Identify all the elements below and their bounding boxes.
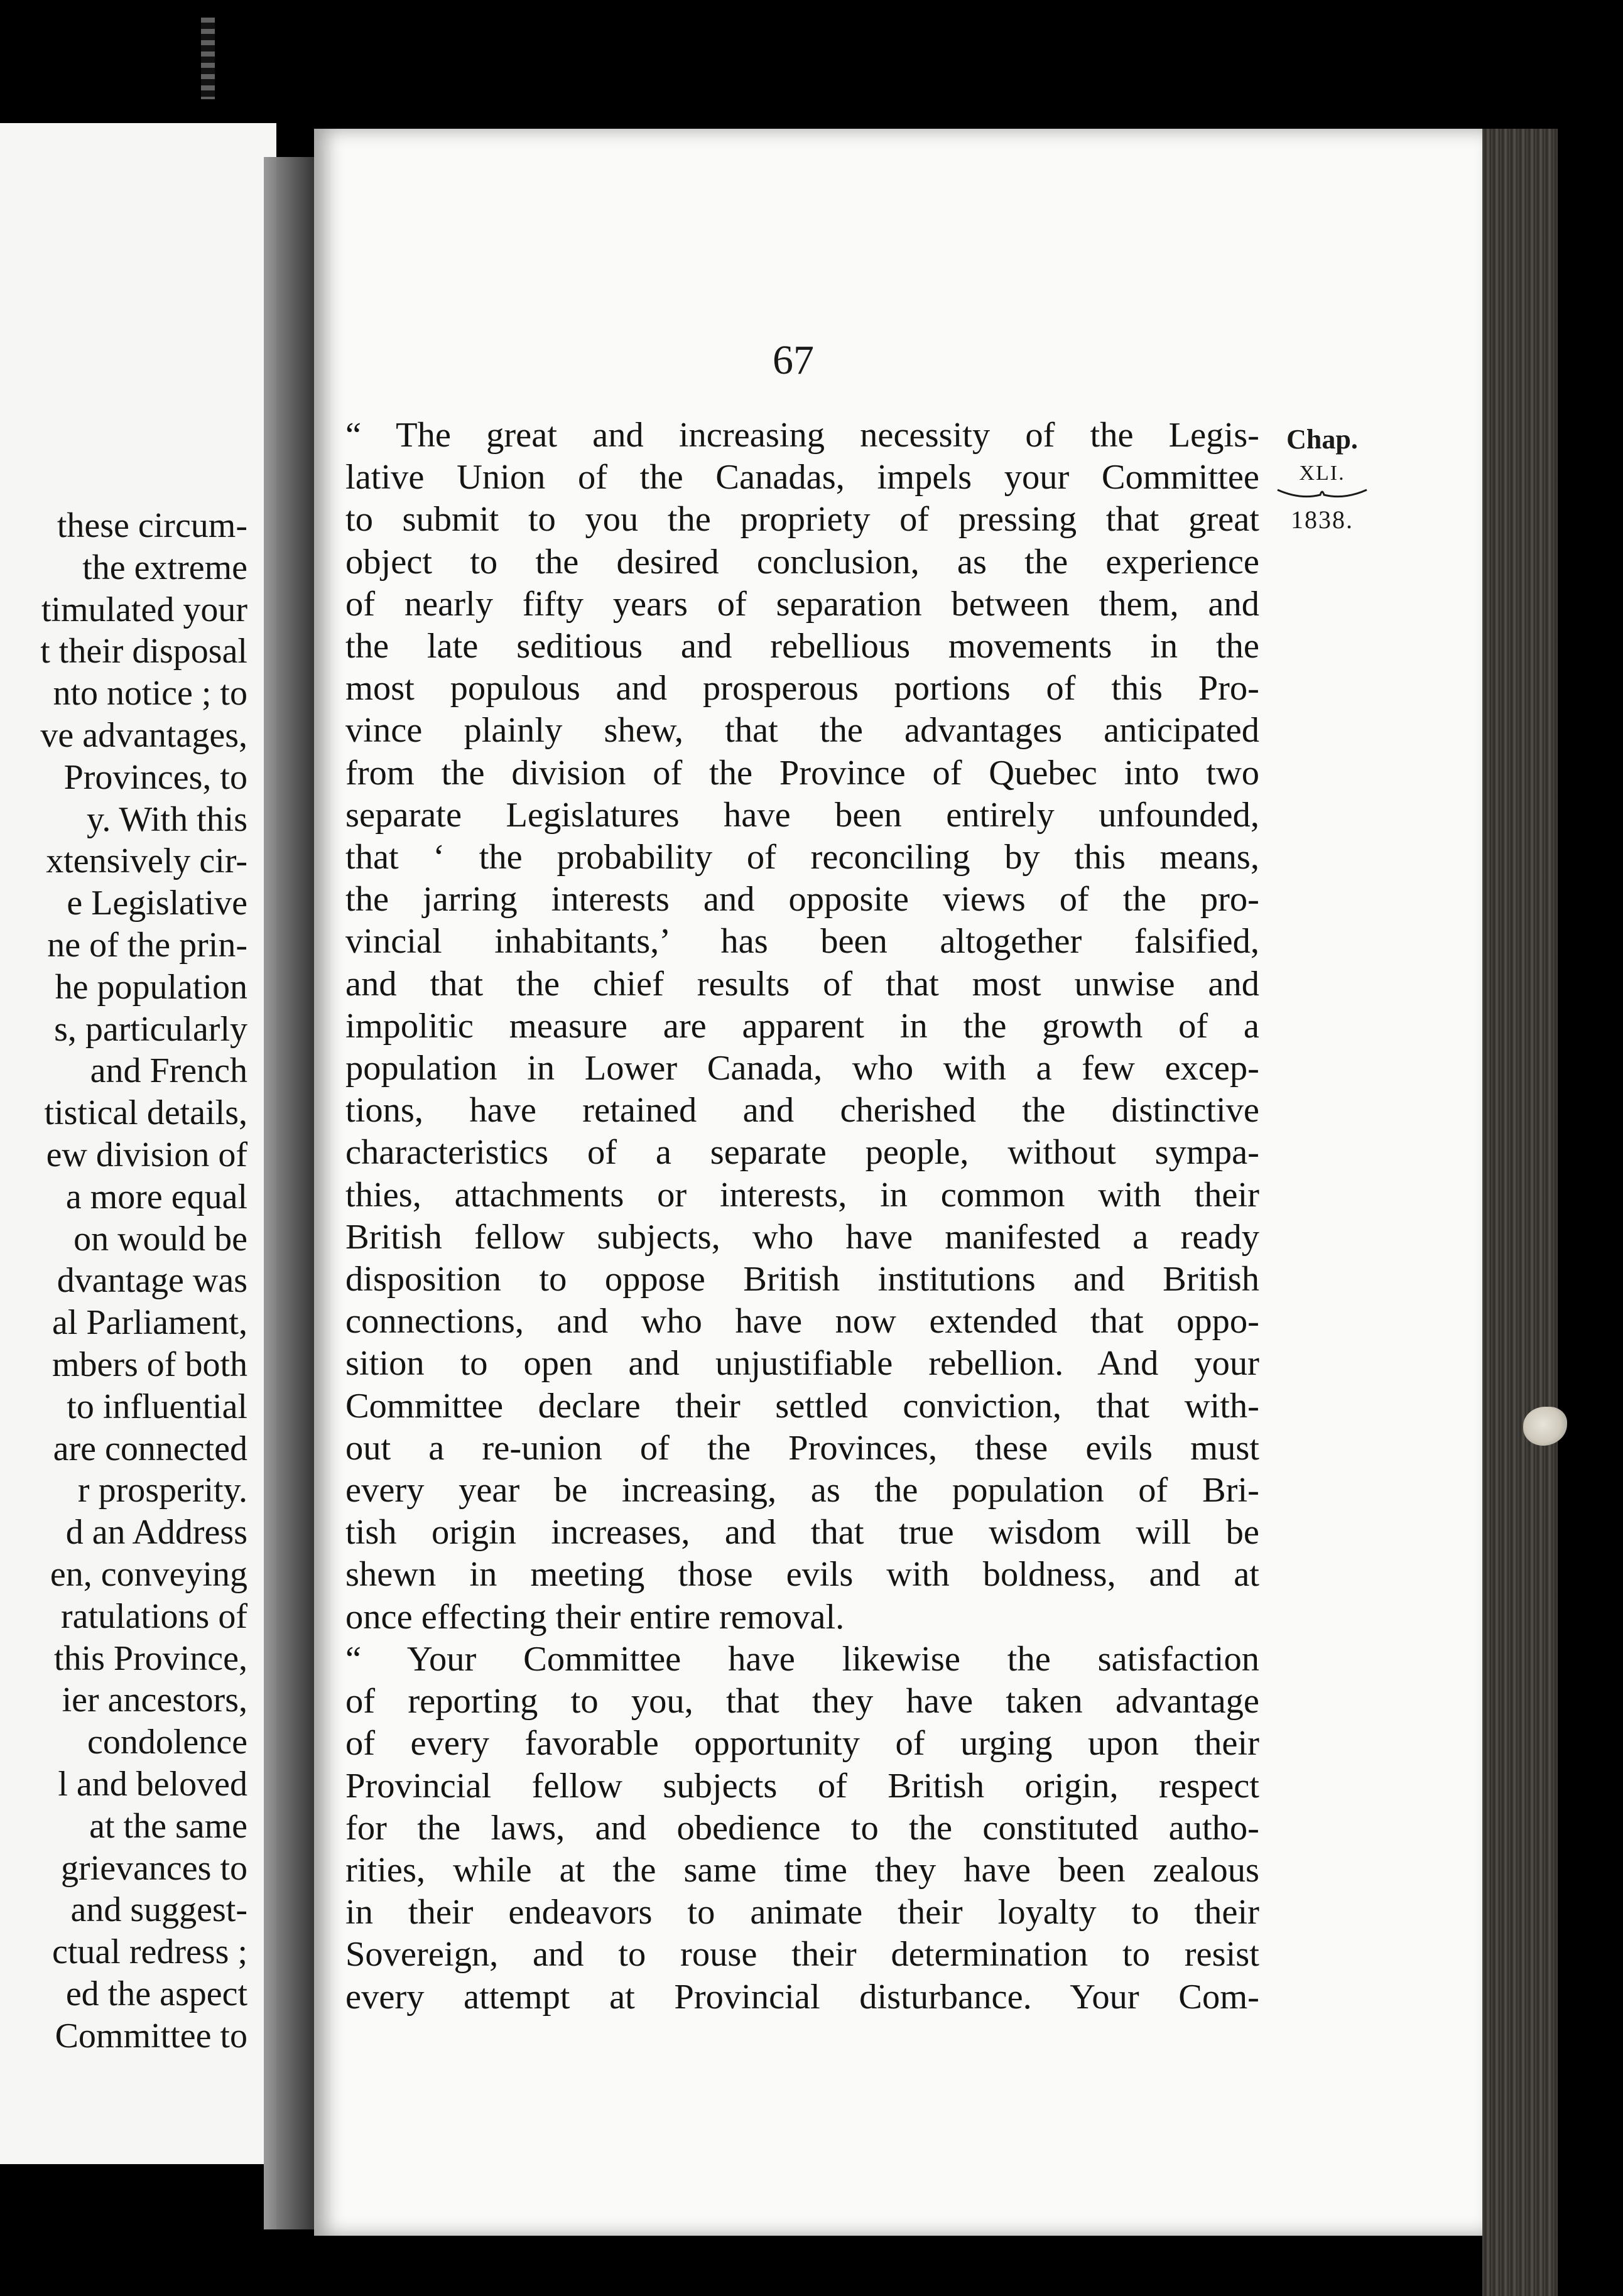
- text-line: lative Union of the Canadas, impels your Committee: [345, 458, 1259, 497]
- page-number: 67: [773, 337, 814, 383]
- left-facing-page: [0, 123, 276, 2164]
- text-line: for the laws, and obedience to the constituted autho-: [345, 1808, 1259, 1848]
- left-page-line: are connected: [53, 1429, 247, 1468]
- left-page-line: ew division of: [46, 1135, 247, 1174]
- text-line: out a re-union of the Provinces, these evils must: [345, 1428, 1259, 1468]
- text-line: tions, have retained and cherished the distinctive: [345, 1091, 1259, 1130]
- margin-brace-ornament: [1275, 486, 1369, 505]
- left-page-line: xtensively cir-: [46, 842, 247, 881]
- left-page-line: en, conveying: [50, 1554, 247, 1594]
- text-line: Sovereign, and to rouse their determination to resist: [345, 1935, 1259, 1974]
- left-page-line: grievances to: [61, 1848, 247, 1888]
- left-page-line: ier ancestors,: [62, 1681, 247, 1720]
- text-line: the jarring interests and opposite views of the pro-: [345, 880, 1259, 919]
- left-page-line: ve advantages,: [40, 715, 247, 755]
- text-line: vince plainly shew, that the advantages anticipated: [345, 711, 1259, 750]
- left-page-line: a more equal: [65, 1177, 247, 1216]
- left-page-line: Provinces, to: [63, 757, 247, 797]
- text-line: that ‘ the probability of reconciling by this means,: [345, 838, 1259, 877]
- left-page-line: condolence: [87, 1723, 247, 1762]
- text-line: connections, and who have now extended that oppo-: [345, 1302, 1259, 1341]
- left-page-line: ne of the prin-: [47, 925, 247, 965]
- text-line: separate Legislatures have been entirely unfounded,: [345, 795, 1259, 835]
- text-line: of reporting to you, that they have taken advantage: [345, 1682, 1259, 1721]
- text-line: shewn in meeting those evils with boldness, and at: [345, 1555, 1259, 1595]
- text-line: rities, while at the same time they have been zealous: [345, 1850, 1259, 1890]
- text-line: once effecting their entire removal.: [345, 1597, 845, 1637]
- text-line: thies, attachments or interests, in common with their: [345, 1175, 1259, 1215]
- left-page-line: at the same: [89, 1806, 247, 1846]
- text-line: in their endeavors to animate their loyalty to their: [345, 1893, 1259, 1932]
- text-line: the late seditious and rebellious movements in the: [345, 627, 1259, 666]
- left-page-line: timulated your: [41, 590, 247, 629]
- body-text: [345, 414, 1259, 2018]
- text-line: Provincial fellow subjects of British origin, respect: [345, 1766, 1259, 1806]
- left-page-line: on would be: [73, 1219, 247, 1259]
- left-page-line: nto notice ; to: [53, 674, 247, 713]
- left-page-line: this Province,: [54, 1638, 247, 1678]
- text-line: characteristics of a separate people, without sympa-: [345, 1133, 1259, 1172]
- text-line: every attempt at Provincial disturbance. Your Com-: [345, 1977, 1259, 2017]
- text-line: to submit to you the propriety of pressing that great: [345, 500, 1259, 539]
- left-page-line: t their disposal: [40, 632, 247, 671]
- margin-note: [1275, 420, 1369, 535]
- margin-year: 1838.: [1291, 506, 1354, 534]
- left-page-line: tistical details,: [44, 1093, 247, 1133]
- margin-chapter-label: Chap.: [1286, 424, 1358, 455]
- text-line: impolitic measure are apparent in the growth of a: [345, 1006, 1259, 1046]
- left-page-line: dvantage was: [57, 1261, 247, 1301]
- text-line: British fellow subjects, who have manifested a ready: [345, 1217, 1259, 1257]
- left-page-line: l and beloved: [58, 1764, 247, 1804]
- left-page-line: the extreme: [82, 548, 247, 587]
- text-line: every year be increasing, as the population of Bri-: [345, 1471, 1259, 1510]
- margin-chapter-number: XLI.: [1299, 462, 1345, 485]
- left-page-line: to influential: [67, 1387, 247, 1426]
- text-line: of every favorable opportunity of urging upon their: [345, 1724, 1259, 1763]
- left-page-line: Committee to: [55, 2016, 247, 2055]
- text-line: of nearly fifty years of separation between them, and: [345, 584, 1259, 624]
- left-page-line: e Legislative: [67, 884, 247, 923]
- left-page-line: d an Address: [65, 1513, 247, 1552]
- page-edges: [1482, 129, 1558, 2296]
- left-page-line: ratulations of: [60, 1596, 247, 1636]
- text-line: “ The great and increasing necessity of the Legis-: [345, 416, 1259, 455]
- left-page-line: mbers of both: [52, 1345, 247, 1384]
- text-line: “ Your Committee have likewise the satisfaction: [345, 1639, 1259, 1679]
- text-line: population in Lower Canada, who with a few excep-: [345, 1049, 1259, 1088]
- left-page-line: and French: [90, 1051, 247, 1091]
- left-page-text: [40, 505, 247, 2057]
- left-page-line: these circum-: [57, 506, 247, 545]
- text-line: from the division of the Province of Quebec into two: [345, 753, 1259, 793]
- left-page-line: ctual redress ;: [52, 1932, 247, 1972]
- text-line: disposition to oppose British institutions and British: [345, 1260, 1259, 1299]
- left-page-line: al Parliament,: [52, 1303, 247, 1343]
- text-line: Committee declare their settled conviction, that with-: [345, 1386, 1259, 1426]
- left-page-line: ed the aspect: [65, 1974, 247, 2013]
- text-line: and that the chief results of that most unwise and: [345, 964, 1259, 1004]
- text-line: most populous and prosperous portions of this Pro-: [345, 669, 1259, 708]
- text-line: vincial inhabitants,’ has been altogether falsified,: [345, 922, 1259, 961]
- text-line: object to the desired conclusion, as the experience: [345, 542, 1259, 582]
- text-line: tish origin increases, and that true wisdom will be: [345, 1513, 1259, 1552]
- left-page-line: he population: [55, 967, 247, 1007]
- left-page-line: y. With this: [87, 799, 247, 839]
- left-page-line: r prosperity.: [77, 1471, 247, 1510]
- scan-mark: [201, 18, 215, 99]
- text-line: sition to open and unjustifiable rebellion. And your: [345, 1344, 1259, 1384]
- paper-blemish: [1523, 1407, 1567, 1446]
- left-page-line: s, particularly: [54, 1009, 247, 1049]
- left-page-line: and suggest-: [70, 1890, 247, 1930]
